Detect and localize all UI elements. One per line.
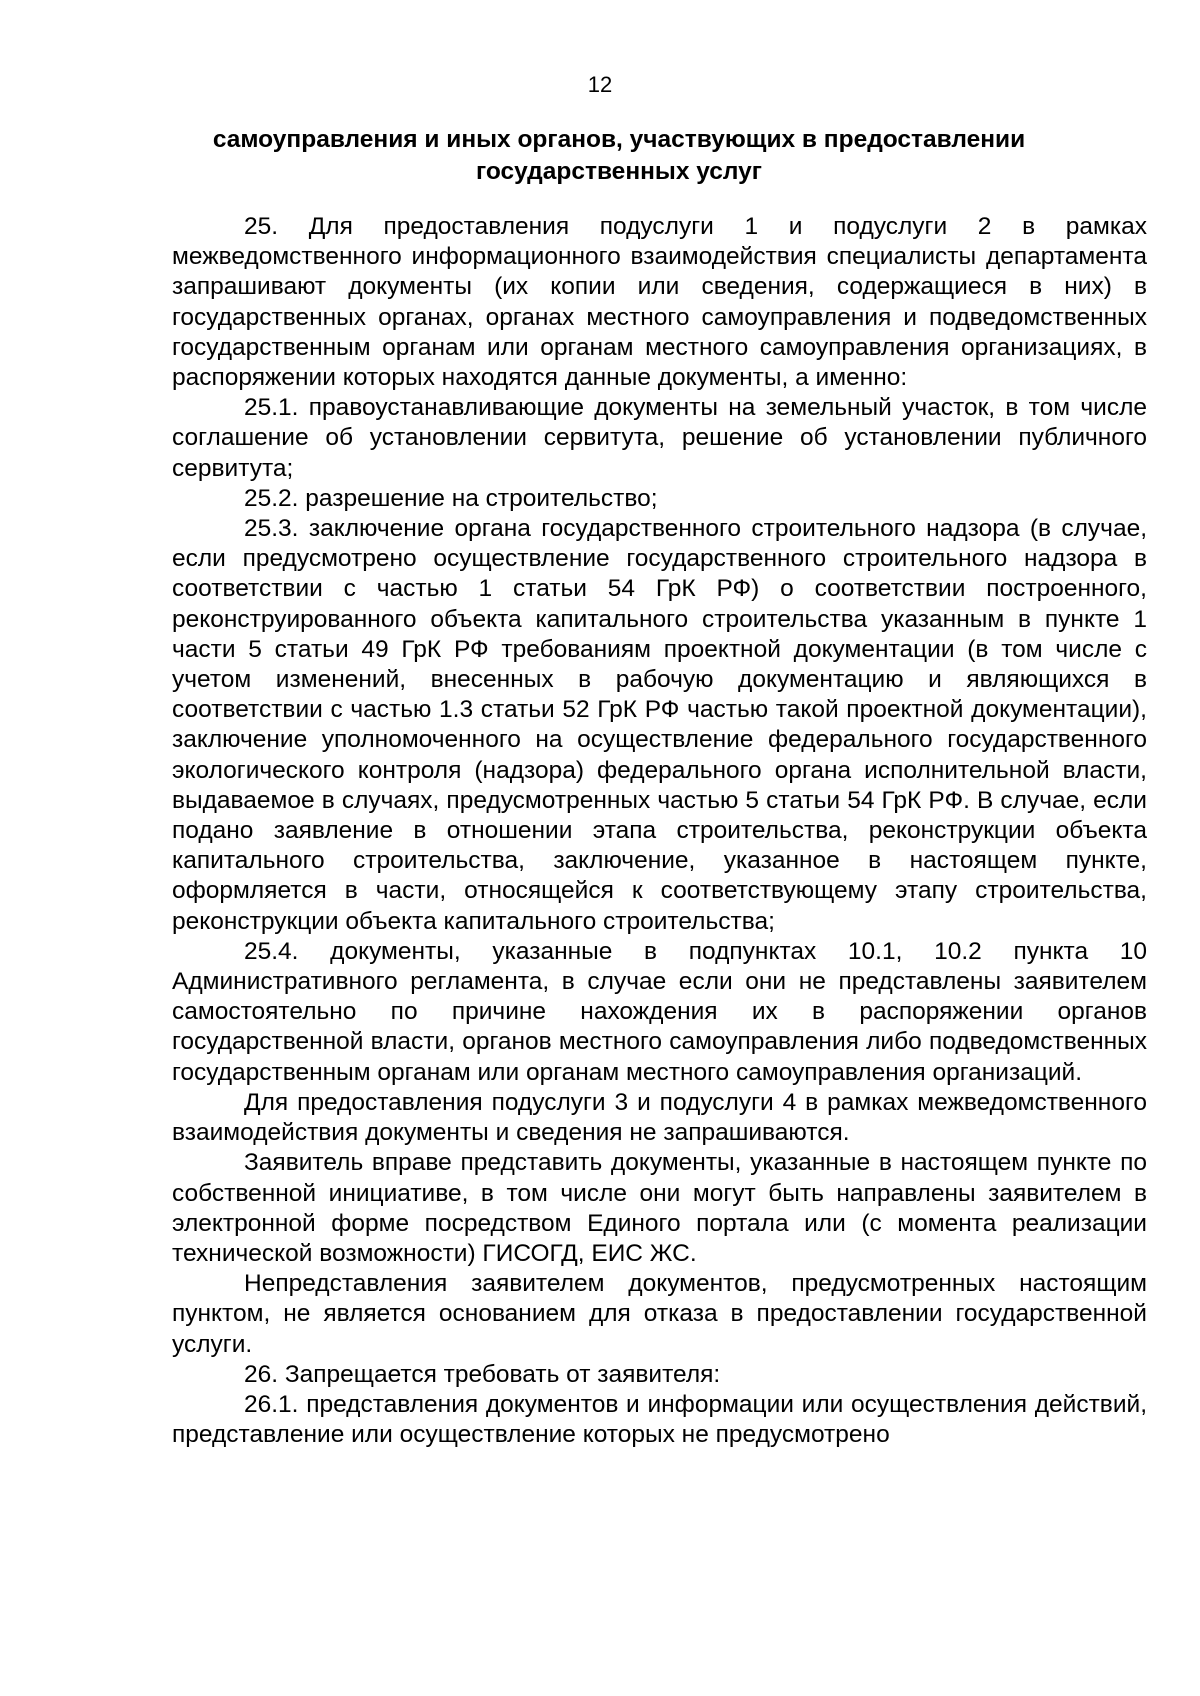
paragraph-25-2: 25.2. разрешение на строительство;: [244, 484, 658, 512]
page-number: 12: [587, 72, 613, 97]
paragraph-25: 25. Для предоставления подуслуги 1 и подуслуги 2 в рамках межведомственного информационного взаимодействия специалисты департамента запрашивают документы (их копии или сведения, содержащиеся в них) в государственных органах, органах местного самоуправления и подведомственных государственным органам или органам местного самоуправления организациях, в распоряжении которых находятся данные документы, а именно:: [172, 213, 1147, 392]
paragraph-25-3: 25.3. заключение органа государственного строительного надзора (в случае, если предусмотрено осуществление государственного строительного надзора в соответствии с частью 1 статьи 54 ГрК РФ) о соответствии построенного, реконструированного объекта капитального строительства указанным в пункте 1 части 5 статьи 49 ГрК РФ требованиям проектной документации (в том числе с учетом изменений, внесенных в рабочую документацию и являющихся в соответствии с частью 1.3 статьи 52 ГрК РФ частью такой проектной документации), заключение уполномоченного на осуществление федерального государственного экологического контроля (надзора) федерального органа исполнительной власти, выдаваемое в случаях, предусмотренных частью 5 статьи 54 ГрК РФ. В случае, если подано заявление в отношении этапа строительства, реконструкции объекта капитального строительства, заключение, указанное в настоящем пункте, оформляется в части, относящейся к соответствующему этапу строительства, реконструкции объекта капитального строительства;: [172, 515, 1147, 935]
paragraph-26-1: 26.1. представления документов и информации или осуществления действий, представление или осуществление которых не предусмотрено: [172, 1390, 1147, 1449]
paragraph-subservices-3-4: Для предоставления подуслуги 3 и подуслуги 4 в рамках межведомственного взаимодействия документы и сведения не запрашиваются.: [172, 1088, 1147, 1147]
paragraph-26: 26. Запрещается требовать от заявителя:: [244, 1360, 721, 1388]
document-body: [172, 212, 1147, 1450]
paragraph-applicant-right: Заявитель вправе представить документы, указанные в настоящем пункте по собственной инициативе, в том числе они могут быть направлены заявителем в электронной форме посредством Единого портала или (с момента реализации технической возможности) ГИСОГД, ЕИС ЖС.: [172, 1149, 1147, 1267]
section-heading-line-1: самоуправления и иных органов, участвующих в предоставлении: [212, 126, 1026, 153]
section-heading-line-2: государственных услуг: [476, 158, 762, 185]
paragraph-25-4: 25.4. документы, указанные в подпунктах 10.1, 10.2 пункта 10 Административного регламента, в случае если они не представлены заявителем самостоятельно по причине нахождения их в распоряжении органов государственной власти, органов местного самоуправления либо подведомственных государственным органам или органам местного самоуправления организаций.: [172, 937, 1147, 1086]
paragraph-25-1: 25.1. правоустанавливающие документы на земельный участок, в том числе соглашение об установлении сервитута, решение об установлении публичного сервитута;: [172, 394, 1147, 482]
paragraph-non-submission: Непредставления заявителем документов, предусмотренных настоящим пунктом, не является основанием для отказа в предоставлении государственной услуги.: [172, 1270, 1147, 1358]
section-heading: [160, 124, 1078, 188]
